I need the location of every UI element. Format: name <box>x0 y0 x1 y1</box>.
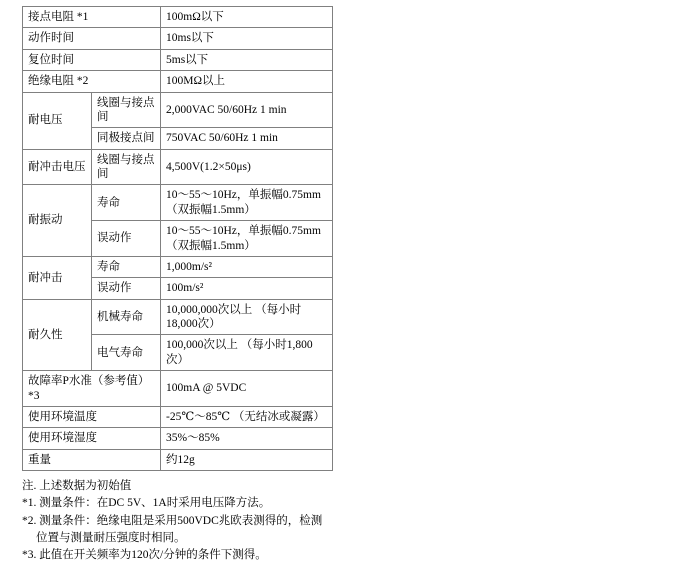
table-row <box>23 7 333 28</box>
row-value: 5ms以下 <box>161 49 333 70</box>
table-row <box>23 299 333 335</box>
table-row <box>23 71 333 92</box>
row-value: 2,000VAC 50/60Hz 1 min <box>161 92 333 128</box>
row-label: 复位时间 <box>23 49 161 70</box>
row-sub-label: 线圈与接点间 <box>92 92 161 128</box>
spec-table-body <box>23 7 333 471</box>
row-label: 绝缘电阻 *2 <box>23 71 161 92</box>
row-sub-label: 电气寿命 <box>92 335 161 371</box>
row-value: 10～55～10Hz，单振幅0.75mm（双振幅1.5mm） <box>161 221 333 257</box>
footnote-1: *1. 测量条件：在DC 5V、1A时采用电压降方法。 <box>22 497 271 510</box>
row-value: 35%～85% <box>161 428 333 449</box>
specification-table <box>22 6 333 471</box>
table-row <box>23 49 333 70</box>
row-label: 动作时间 <box>23 28 161 49</box>
table-row <box>23 256 333 277</box>
footnote-3: *3. 此值在开关频率为120次/分钟的条件下测得。 <box>22 549 267 561</box>
row-value: 100mA @ 5VDC <box>161 371 333 407</box>
table-row <box>23 371 333 407</box>
table-row <box>23 92 333 128</box>
row-value: -25℃～85℃ （无结冰或凝露） <box>161 406 333 427</box>
table-row <box>23 149 333 185</box>
row-value: 10,000,000次以上 （每小时18,000次） <box>161 299 333 335</box>
row-group-label: 耐冲击电压 <box>23 149 92 185</box>
row-group-label: 耐振动 <box>23 185 92 257</box>
row-value: 100MΩ以上 <box>161 71 333 92</box>
table-row <box>23 449 333 470</box>
row-group-label: 耐久性 <box>23 299 92 371</box>
footnote-general: 注. 上述数据为初始值 <box>22 480 132 492</box>
table-row <box>23 428 333 449</box>
footnote-2-continued: 位置与测量耐压强度时相同。 <box>36 531 186 544</box>
table-row <box>23 185 333 221</box>
row-label: 接点电阻 *1 <box>23 7 161 28</box>
row-label: 重量 <box>23 449 161 470</box>
table-row <box>23 406 333 427</box>
row-value: 10ms以下 <box>161 28 333 49</box>
row-sub-label: 机械寿命 <box>92 299 161 335</box>
row-sub-label: 寿命 <box>92 256 161 277</box>
row-value: 100mΩ以下 <box>161 7 333 28</box>
row-group-label: 耐电压 <box>23 92 92 149</box>
row-value: 10～55～10Hz，单振幅0.75mm（双振幅1.5mm） <box>161 185 333 221</box>
row-value: 约12g <box>161 449 333 470</box>
row-group-label: 耐冲击 <box>23 256 92 299</box>
row-value: 4,500V(1.2×50μs) <box>161 149 333 185</box>
row-value: 750VAC 50/60Hz 1 min <box>161 128 333 149</box>
footnotes <box>22 478 452 564</box>
row-sub-label: 误动作 <box>92 278 161 299</box>
row-value: 100,000次以上 （每小时1,800次） <box>161 335 333 371</box>
footnote-2: *2. 测量条件：绝缘电阻是采用500VDC兆欧表测得的，检测 <box>22 514 323 527</box>
row-sub-label: 同极接点间 <box>92 128 161 149</box>
row-label: 使用环境湿度 <box>23 428 161 449</box>
row-sub-label: 线圈与接点间 <box>92 149 161 185</box>
row-value: 100m/s² <box>161 278 333 299</box>
table-row <box>23 28 333 49</box>
row-label: 故障率P水准（参考值）*3 <box>23 371 161 407</box>
row-value: 1,000m/s² <box>161 256 333 277</box>
row-label: 使用环境温度 <box>23 406 161 427</box>
row-sub-label: 误动作 <box>92 221 161 257</box>
row-sub-label: 寿命 <box>92 185 161 221</box>
